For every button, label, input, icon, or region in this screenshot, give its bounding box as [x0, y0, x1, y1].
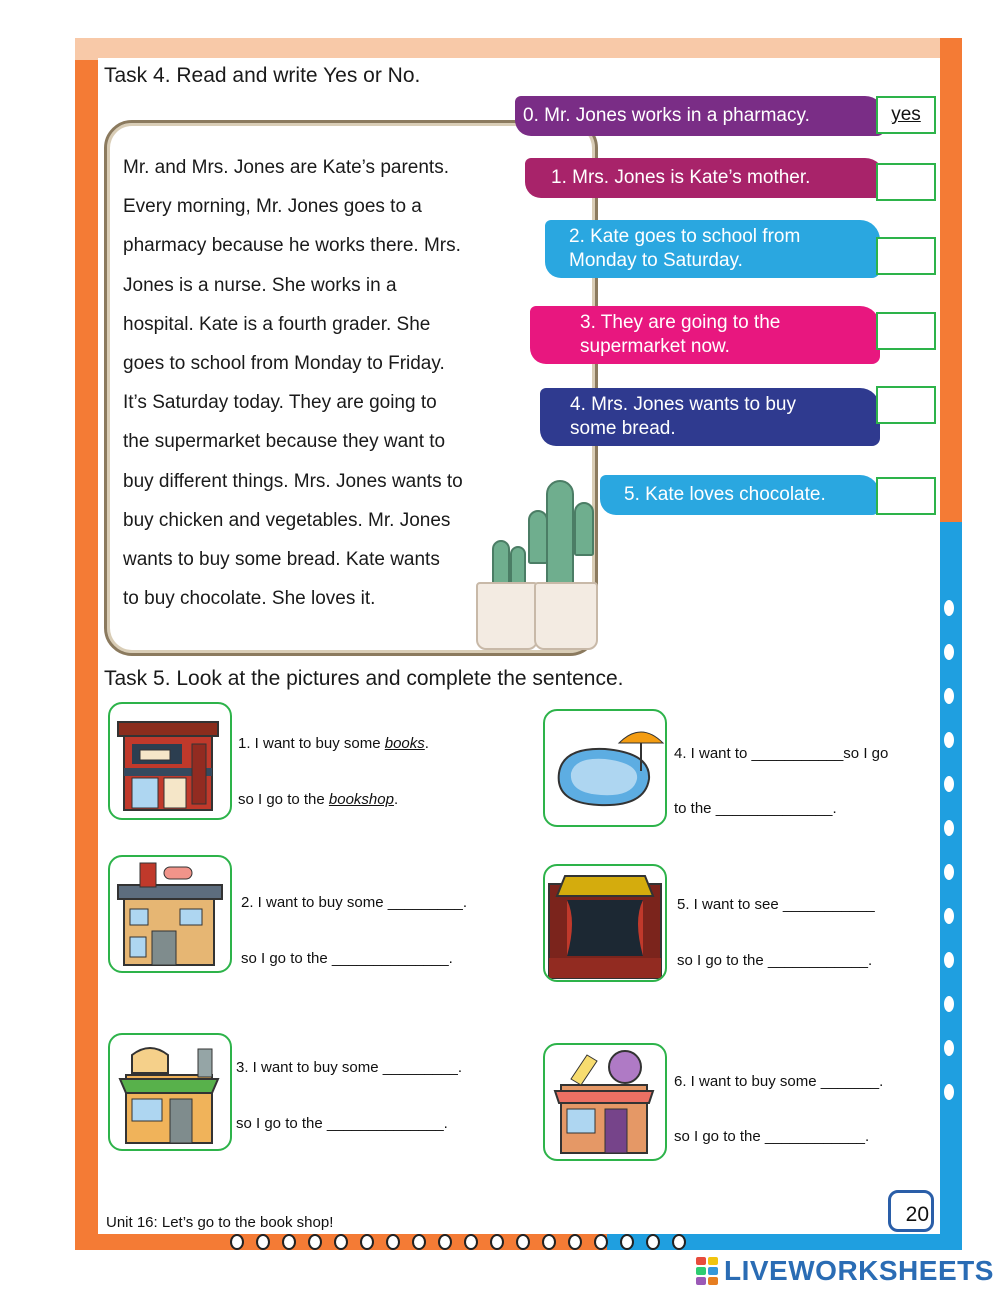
- swimming-pool-icon: [545, 711, 665, 825]
- answer-0: yes: [891, 104, 921, 125]
- statement-3: [530, 306, 880, 364]
- bookshop-icon: [110, 704, 230, 818]
- story-line: Every morning, Mr. Jones goes to a: [123, 196, 422, 218]
- sentence-text: .: [424, 735, 429, 752]
- task5-title: Task 5. Look at the pictures and complete the sentence.: [104, 667, 624, 690]
- statement-4: [540, 388, 880, 446]
- decorative-dots-right: [944, 600, 958, 1100]
- story-line: Jones is a nurse. She works in a: [123, 274, 397, 296]
- picture-frame-6: [543, 1043, 667, 1161]
- picture-frame-1: [108, 702, 232, 820]
- answer-box-2[interactable]: [876, 237, 936, 275]
- brand-name: LIVEWORKSHEETS: [724, 1255, 994, 1286]
- task4-title: Task 4. Read and write Yes or No.: [104, 64, 421, 87]
- sentence-2-line2[interactable]: so I go to the ______________.: [241, 950, 453, 967]
- background-top-band: [75, 38, 945, 60]
- cactus-icon: [470, 470, 610, 650]
- statement-1-text: 1. Mrs. Jones is Kate’s mother.: [551, 167, 811, 188]
- sentence-4-line1[interactable]: 4. I want to ___________so I go: [674, 745, 889, 762]
- story-line: the supermarket because they want to: [123, 431, 446, 453]
- answer-box-3[interactable]: [876, 312, 936, 350]
- story-line: to buy chocolate. She loves it.: [123, 588, 376, 610]
- picture-frame-3: [108, 1033, 232, 1151]
- statement-5: [600, 475, 880, 515]
- sentence-6-line2[interactable]: so I go to the ____________.: [674, 1128, 870, 1145]
- sentence-6-line1[interactable]: 6. I want to buy some _______.: [674, 1073, 884, 1090]
- answer-box-5[interactable]: [876, 477, 936, 515]
- sentence-5-line2[interactable]: so I go to the ____________.: [677, 952, 873, 969]
- picture-frame-5: [543, 864, 667, 982]
- answer-box-1[interactable]: [876, 163, 936, 201]
- statement-2-text: 2. Kate goes to school from Monday to Saturday.: [569, 226, 801, 271]
- picture-frame-4: [543, 709, 667, 827]
- sentence-text: so I go to the: [238, 791, 329, 808]
- sentence-text: 1. I want to buy some: [238, 735, 385, 752]
- answer-text[interactable]: books: [384, 735, 425, 752]
- unit-footer: Unit 16: Let’s go to the book shop!: [106, 1214, 334, 1231]
- sentence-1-line1: [238, 735, 429, 752]
- sentence-5-line1[interactable]: 5. I want to see ___________: [677, 896, 875, 913]
- theatre-icon: [545, 866, 665, 980]
- story-line: buy different things. Mrs. Jones wants to: [123, 470, 463, 492]
- story-line: It’s Saturday today. They are going to: [123, 392, 437, 414]
- statement-5-text: 5. Kate loves chocolate.: [624, 484, 826, 505]
- page-number-text: 20: [905, 1203, 929, 1226]
- answer-box-4[interactable]: [876, 386, 936, 424]
- page-number: [888, 1190, 934, 1232]
- statement-0-text: 0. Mr. Jones works in a pharmacy.: [523, 105, 810, 126]
- story-line: wants to buy some bread. Kate wants: [123, 549, 440, 571]
- bakery-icon: [110, 1035, 230, 1149]
- story-line: Mr. and Mrs. Jones are Kate’s parents.: [123, 157, 449, 178]
- story-line: buy chicken and vegetables. Mr. Jones: [123, 509, 451, 531]
- sentence-4-line2[interactable]: to the ______________.: [674, 800, 837, 817]
- statement-4-text: 4. Mrs. Jones wants to buy some bread.: [570, 394, 796, 439]
- answer-text[interactable]: bookshop: [328, 791, 394, 808]
- story-line: pharmacy because he works there. Mrs.: [123, 235, 461, 257]
- decorative-dots: [230, 1234, 686, 1248]
- statement-1: [525, 158, 885, 198]
- sentence-3-line1[interactable]: 3. I want to buy some _________.: [236, 1059, 462, 1076]
- sentence-3-line2[interactable]: so I go to the ______________.: [236, 1115, 448, 1132]
- answer-box-0[interactable]: [876, 96, 936, 134]
- brand-icon: [696, 1257, 718, 1285]
- statement-0: [515, 96, 885, 136]
- story-line: hospital. Kate is a fourth grader. She: [123, 313, 431, 335]
- sentence-2-line1[interactable]: 2. I want to buy some _________.: [241, 894, 467, 911]
- pharmacy-icon: [110, 857, 230, 971]
- story-line: goes to school from Monday to Friday.: [123, 353, 445, 375]
- statement-3-text: 3. They are going to the supermarket now.: [580, 312, 781, 357]
- sentence-text: .: [393, 791, 399, 808]
- statement-2: [545, 220, 880, 278]
- sweet-shop-icon: [545, 1045, 665, 1159]
- picture-frame-2: [108, 855, 232, 973]
- sentence-1-line2: [238, 791, 398, 808]
- liveworksheets-logo: [696, 1255, 994, 1287]
